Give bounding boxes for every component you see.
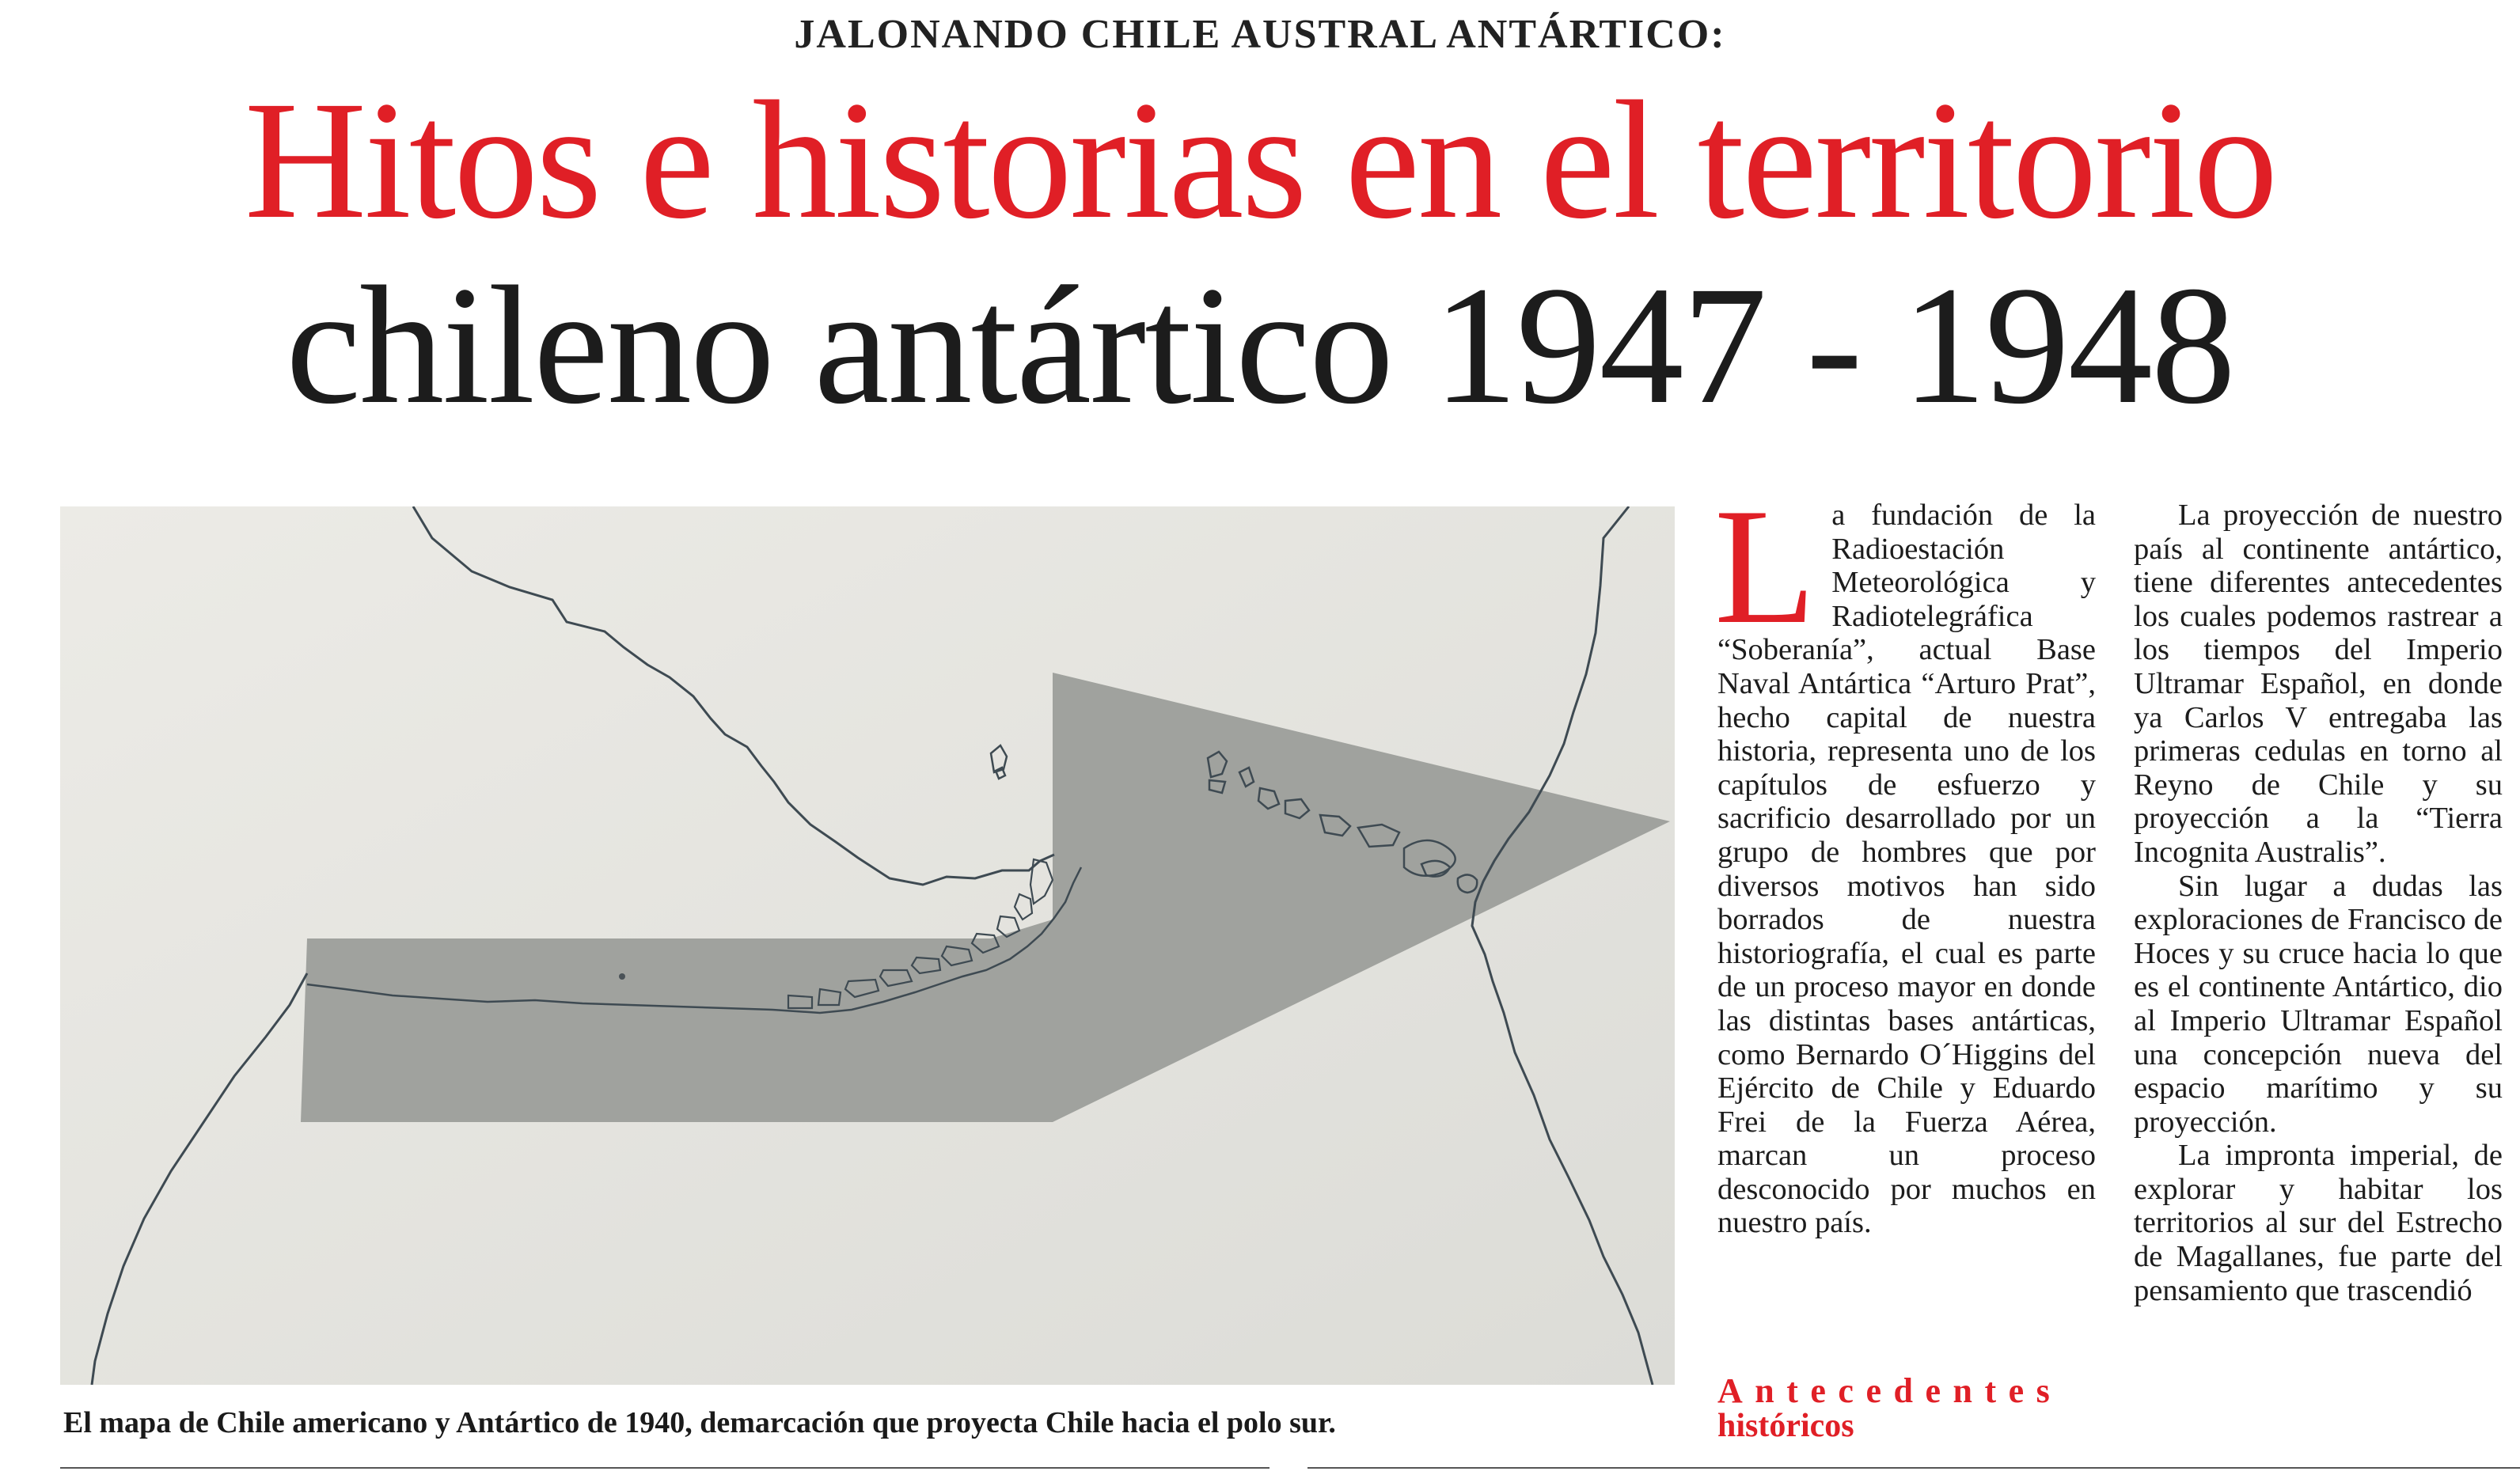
paragraph-exploraciones: Sin lugar a dudas las exploraciones de Francisco de Hoces y su cruce hacia lo que es el continente Antártico, dio al Imperio Ultramar Español una concepción nueva del espacio marítimo y su proyección. [2134, 869, 2503, 1139]
section-heading-line-1: Antecedentes [1717, 1371, 2063, 1410]
antarctic-map-photo [60, 506, 1675, 1385]
bottom-rule-right [1307, 1467, 2520, 1469]
drop-cap-letter: L [1714, 475, 1816, 658]
kicker-heading: JALONANDO CHILE AUSTRAL ANTÁRTICO: [794, 12, 1726, 57]
paragraph-proyeccion: La proyección de nuestro país al continente antártico, tiene diferentes antecedentes los cuales podemos rastrear a los tiempos del Imperio Ultramar Español, en donde ya Carlos V entregaba las primeras cedulas en torno al Reyno de Chile y su proyección a la “Tierra Incognita Australis”. [2134, 499, 2503, 869]
intro-paragraph: a fundación de la Radioestación Meteorológica y Radiotelegráfica “Soberanía”, actual Base Naval Antártica “Arturo Prat”, hecho capital de nuestra historia, representa uno de los capítulos de esfuerzo y sacrificio desarrollado por un grupo de hombres que por diversos motivos han sido borrados de nuestra historiografía, el cual es parte de un proceso mayor en donde las distintas bases antárticas, como Bernardo O´Higgins del Ejército de Chile y Eduardo Frei de la Fuerza Aérea, marcan un proceso desconocido por muchos en nuestro país. [1717, 499, 2096, 1240]
article-column-1 [1714, 475, 2096, 1240]
map-caption: El mapa de Chile americano y Antártico de 1940, demarcación que proyecta Chile hacia el polo sur. [63, 1406, 1336, 1439]
bottom-rule-left [60, 1467, 1269, 1469]
map-illustration [60, 506, 1675, 1385]
section-heading-antecedentes [1717, 1371, 2096, 1444]
map-point-marker [619, 973, 625, 980]
article-column-2 [2134, 499, 2503, 1452]
paragraph-impronta: La impronta imperial, de explorar y habitar los territorios al sur del Estrecho de Magallanes, fue parte del pensamiento que trascendió [2134, 1139, 2503, 1307]
headline-line-1: Hitos e historias en el territorio [244, 66, 2276, 254]
headline-line-2: chileno antártico 1947 - 1948 [286, 252, 2234, 439]
section-heading-line-2: históricos [1717, 1408, 1854, 1444]
